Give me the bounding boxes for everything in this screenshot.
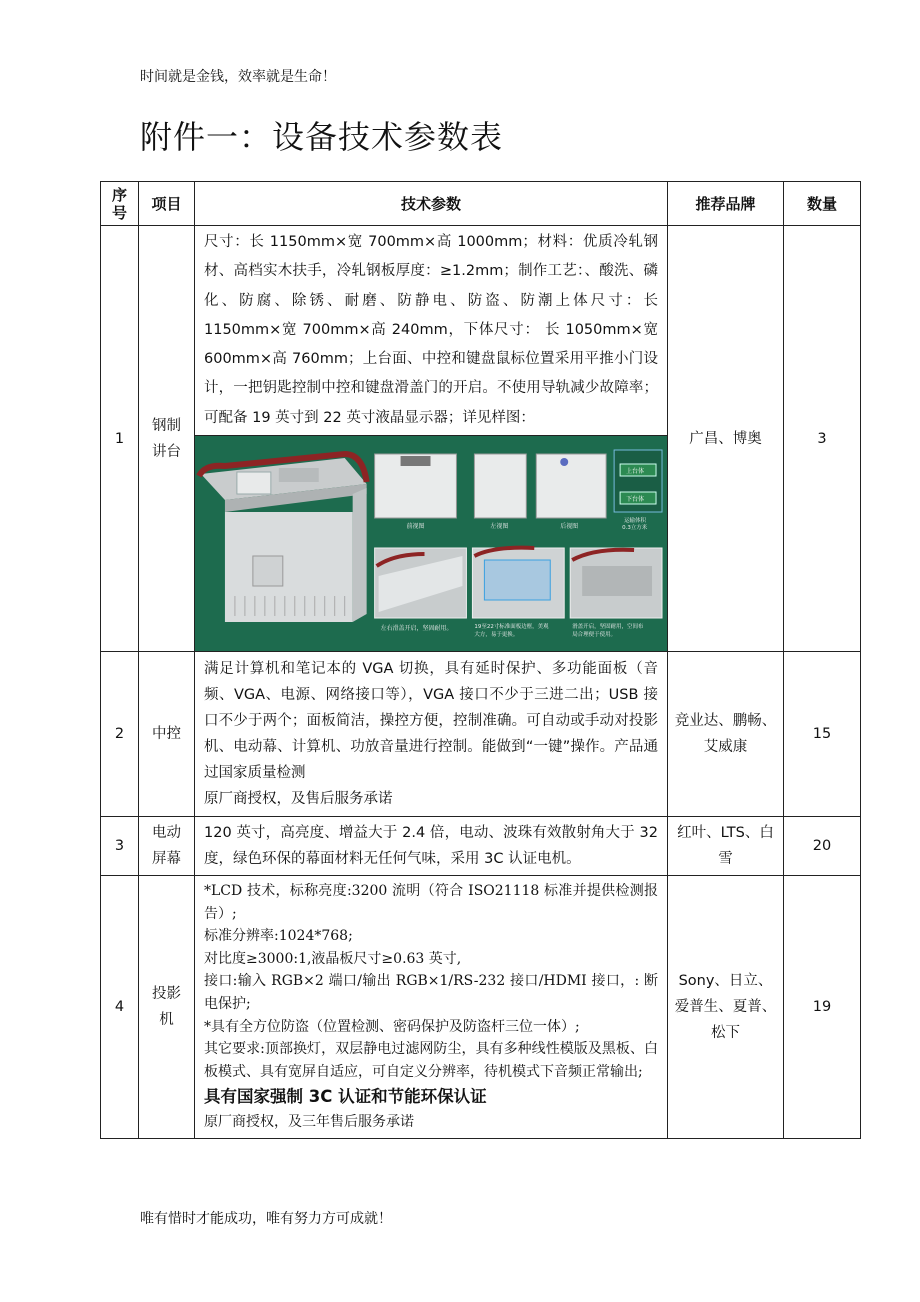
params-line: 对比度≥3000:1,液晶板尺寸≥0.63 英寸, (204, 950, 462, 967)
back-view-label: 后视图 (560, 523, 579, 531)
params-line: 原厂商授权，及三年售后服务承诺 (204, 1114, 414, 1131)
row-qty: 19 (784, 876, 861, 1139)
lower-body-label: 下台体 (626, 496, 645, 504)
params-line: 接口:输入 RGB×2 端口/输出 RGB×1/RS-232 接口/HDMI 接口，: 断电保护; (204, 973, 658, 1013)
params-line: *具有全方位防盗（位置检测、密码保护及防盗杆三位一体）; (204, 1018, 580, 1035)
row-qty: 3 (784, 226, 861, 652)
header-qty: 数量 (784, 182, 861, 226)
table-row (101, 652, 861, 817)
spec-table (100, 181, 861, 1139)
detail-caption-middle-2: 大方，易于更换。 (474, 632, 519, 639)
detail-caption-middle-1: 19至22寸标准面板边框，美观 (474, 624, 549, 631)
header-item: 项目 (139, 182, 195, 226)
row-brand: 红叶、LTS、白雪 (668, 817, 784, 876)
row-qty: 15 (784, 652, 861, 817)
row-item: 电动屏幕 (139, 817, 195, 876)
row-brand: Sony、日立、爱普生、夏普、松下 (668, 876, 784, 1139)
header-no: 序号 (101, 182, 139, 226)
row-item: 投影机 (139, 876, 195, 1139)
params-line: 满足计算机和笔记本的 VGA 切换，具有延时保护、多功能面板（音频、VGA、电源、网络接口等），VGA 接口不少于三进二出；USB 接口不少于两个；面板简洁，操控方便，控制准确。可自动或手动对投影机、电动幕、计算机、功放音量进行控制。能做到“一键”操作。产品通过国家质量检测 (204, 661, 658, 782)
volume-value: 0.3立方米 (622, 525, 648, 532)
row-params: 尺寸：长 1150mm×宽 700mm×高 1000mm；材料：优质冷轧钢材、高档实木扶手，冷轧钢板厚度：≥1.2mm；制作工艺：、酸洗、磷化、防腐、除锈、耐磨、防静电、防盗、防潮上体尺寸：长 1150mm×宽 700mm×高 240mm，下体尺寸： 长 1050mm×宽 600mm×高 760mm；上台面、中控和键盘鼠标位置采用平推小门设计，一把钥匙控制中控和键盘滑盖门的开启。不使用导轨减少故障率；可配备 19 英寸到 22 英寸液晶显示器；详见样图： (195, 226, 668, 436)
detail-caption-right-1: 滑盖开启，坚固耐用，空间布 (572, 624, 644, 631)
table-row (101, 876, 861, 1139)
left-view-label: 左视图 (490, 523, 509, 531)
row-no: 1 (101, 226, 139, 652)
front-view-label: 前视图 (406, 523, 425, 531)
header-brand: 推荐品牌 (668, 182, 784, 226)
params-bold-line: 具有国家强制 3C 认证和节能环保认证 (204, 1087, 487, 1107)
params-line: 其它要求:顶部换灯，双层静电过滤网防尘，具有多种线性模版及黑板、白板模式、具有宽屏自适应，可自定义分辨率，待机模式下音频正常输出; (204, 1041, 658, 1080)
row-params (195, 876, 668, 1139)
table-header-row (101, 182, 861, 226)
row-item: 中控 (139, 652, 195, 817)
lectern-illustration (195, 436, 667, 651)
upper-body-label: 上台体 (626, 468, 645, 476)
footer-note: 唯有惜时才能成功，唯有努力方可成就！ (140, 1211, 392, 1227)
row-no: 4 (101, 876, 139, 1139)
header-params: 技术参数 (195, 182, 668, 226)
params-line: 标准分辨率:1024*768; (204, 928, 353, 945)
volume-label: 运输体积 (624, 518, 647, 525)
params-line: *LCD 技术，标称亮度:3200 流明（符合 ISO21118 标准并提供检测报告）; (204, 883, 658, 922)
params-line: 原厂商授权，及售后服务承诺 (204, 791, 393, 808)
page-title: 附件一：设备技术参数表 (140, 118, 504, 156)
row-brand: 竞业达、鹏畅、艾威康 (668, 652, 784, 817)
header-note: 时间就是金钱，效率就是生命！ (140, 69, 336, 85)
row-item: 钢制讲台 (139, 226, 195, 652)
row-qty: 20 (784, 817, 861, 876)
detail-caption-left: 左右滑盖开启，坚固耐用。 (380, 625, 453, 633)
table-row (101, 817, 861, 876)
row-brand: 广昌、博奥 (668, 226, 784, 652)
row-params (195, 652, 668, 817)
row-params: 120 英寸，高亮度、增益大于 2.4 倍，电动、波珠有效散射角大于 32 度，绿色环保的幕面材料无任何气味，采用 3C 认证电机。 (195, 817, 668, 876)
detail-caption-right-2: 局合理便于使用。 (572, 632, 617, 639)
lectern-figure-cell (195, 436, 668, 652)
row-no: 2 (101, 652, 139, 817)
table-row (101, 226, 861, 436)
row-no: 3 (101, 817, 139, 876)
